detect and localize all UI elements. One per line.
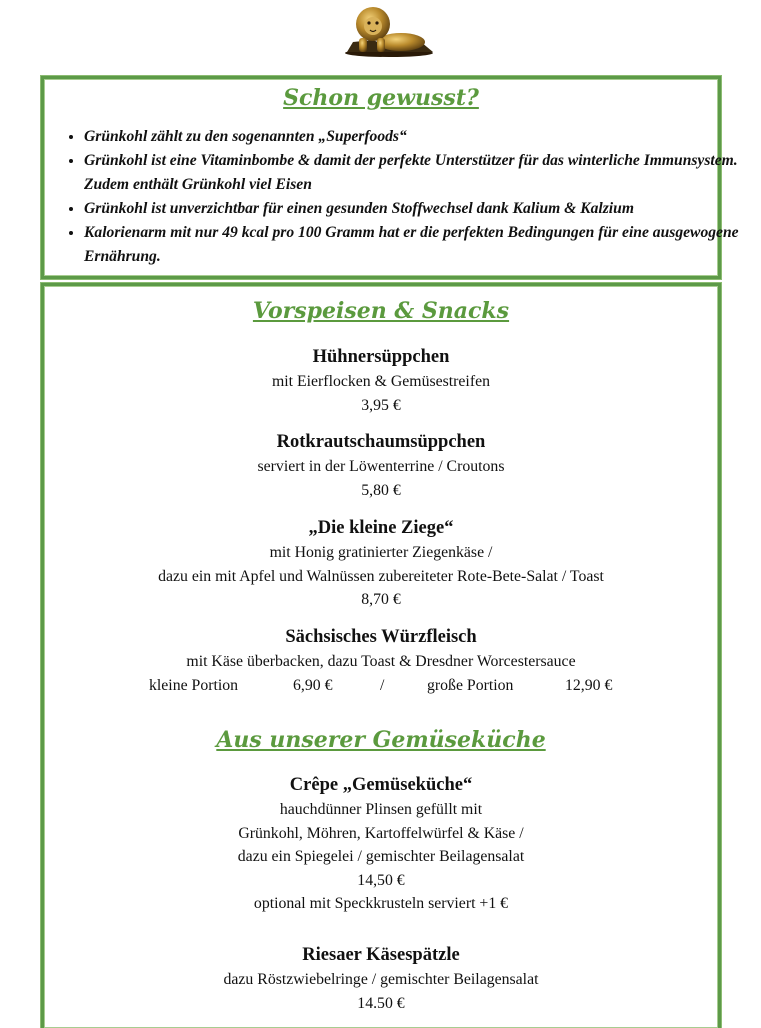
dish-name: Riesaer Käsespätzle (302, 945, 460, 965)
dish-description: Grünkohl, Möhren, Kartoffelwürfel & Käse / (238, 824, 524, 842)
small-portion-label: kleine Portion (149, 676, 239, 694)
portion-separator: / (380, 676, 385, 694)
dish-die-kleine-ziege (44, 515, 718, 612)
dish-name: Crêpe „Gemüseküche“ (289, 775, 473, 795)
dish-price: 14,50 € (357, 871, 405, 889)
dish-extra: optional mit Speckkrusteln serviert +1 € (253, 895, 509, 912)
facts-box (41, 76, 739, 279)
dish-huehnersueppchen (44, 344, 718, 417)
facts-title: Schon gewusst? (283, 85, 479, 111)
dish-description: mit Honig gratinierter Ziegenkäse / (269, 544, 493, 561)
portion-row (44, 674, 718, 698)
dish-price: 5,80 € (361, 481, 401, 499)
dish-description: hauchdünner Plinsen gefüllt mit (279, 801, 483, 818)
dish-description: dazu ein mit Apfel und Walnüssen zubereiteter Rote-Bete-Salat / Toast (158, 567, 604, 585)
small-portion-price: 6,90 € (293, 676, 333, 694)
dish-description: dazu ein Spiegelei / gemischter Beilagensalat (237, 848, 525, 865)
dish-name: „Die kleine Ziege“ (308, 518, 454, 538)
dish-name: Hühnersüppchen (312, 347, 450, 367)
golden-lion-icon (343, 2, 435, 58)
large-portion-label: große Portion (427, 676, 514, 694)
menu-box (41, 283, 721, 1028)
facts-list (66, 125, 744, 269)
list-item: • Grünkohl ist unverzichtbar für einen gesunden Stoffwechsel dank Kalium & Kalzium (84, 197, 744, 221)
dish-price: 8,70 € (361, 591, 401, 608)
dish-name: Rotkrautschaumsüppchen (276, 432, 486, 452)
list-item: • Grünkohl zählt zu den sogenannten „Superfoods“ (84, 125, 744, 149)
dish-price: 3,95 € (361, 396, 401, 414)
dish-saechsisches-wuerzfleisch (44, 624, 718, 697)
starters-title: Vorspeisen & Snacks (252, 298, 510, 324)
veggie-title: Aus unserer Gemüseküche (216, 727, 546, 753)
dish-crepe-gemuesekueche (44, 772, 718, 916)
dish-rotkrautschaumsueppchen (44, 429, 718, 502)
dish-name: Sächsisches Würzfleisch (285, 627, 477, 647)
dish-description: mit Käse überbacken, dazu Toast & Dresdner Worcestersauce (186, 653, 576, 670)
list-item: • Kalorienarm mit nur 49 kcal pro 100 Gramm hat er die perfekten Bedingungen für eine ausgewogene Ernährung. (84, 221, 744, 269)
dish-price: 14.50 € (357, 994, 405, 1012)
dish-riesaer-kaesespaetzle (44, 942, 718, 1015)
dish-description: dazu Röstzwiebelringe / gemischter Beilagensalat (223, 971, 539, 988)
dish-description: serviert in der Löwenterrine / Croutons (257, 458, 505, 475)
list-item: • Grünkohl ist eine Vitaminbombe & damit der perfekte Unterstützer für das winterliche Immunsystem. Zudem enthält Grünkohl viel Eisen (84, 149, 744, 197)
dish-description: mit Eierflocken & Gemüsestreifen (271, 373, 490, 390)
large-portion-price: 12,90 € (565, 676, 613, 694)
